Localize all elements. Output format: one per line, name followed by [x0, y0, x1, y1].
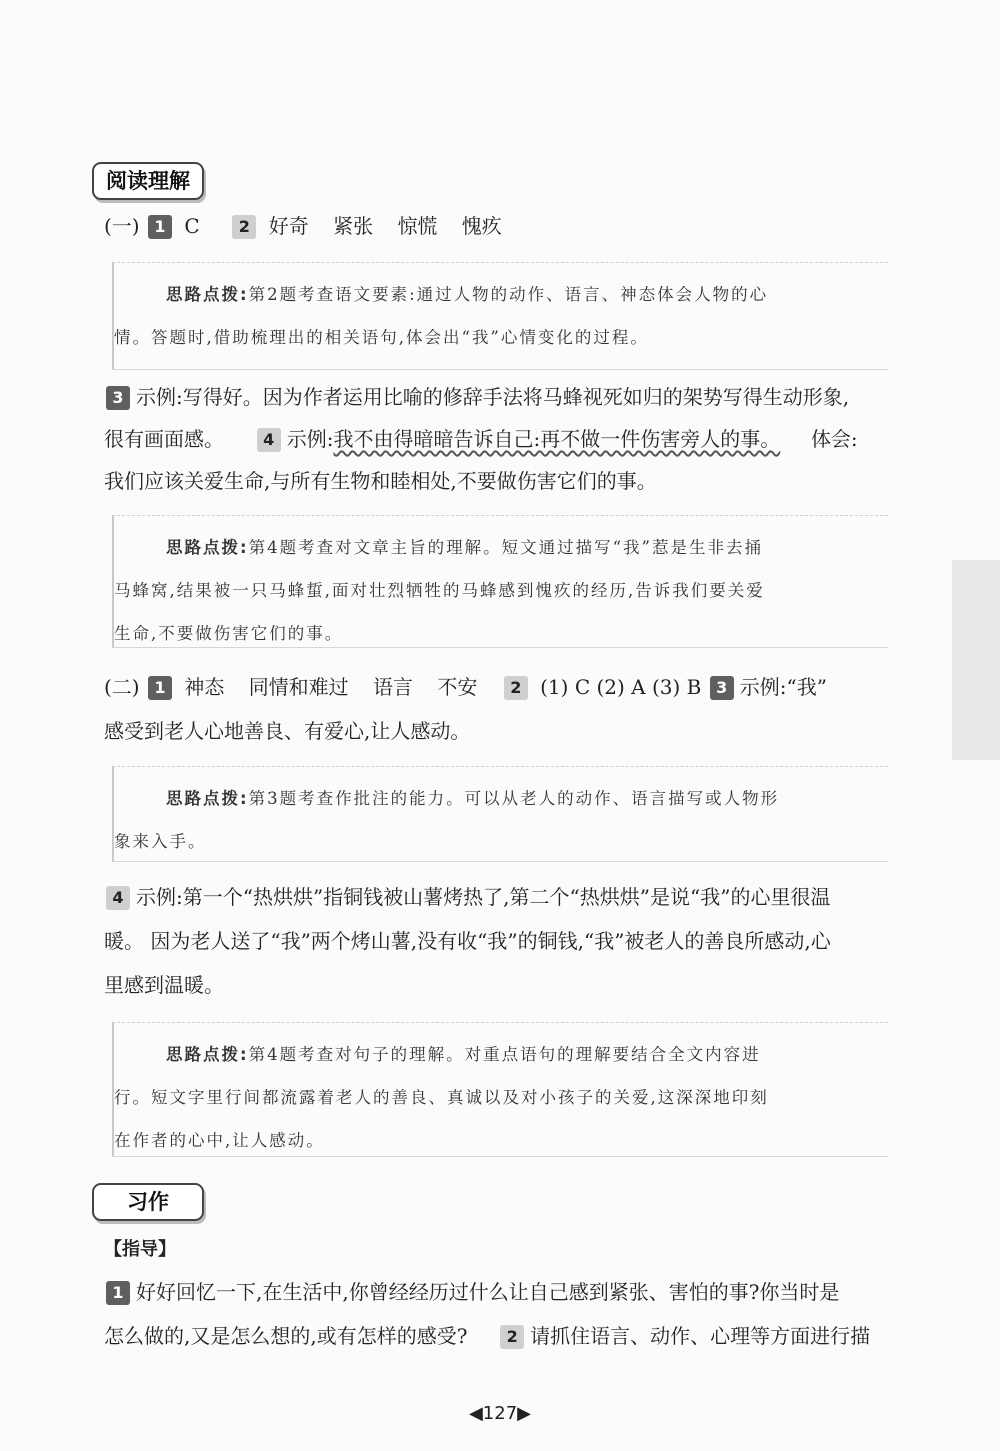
question-number: 3: [106, 386, 130, 410]
part2-label: (二): [104, 675, 140, 699]
part2-answers: [104, 672, 888, 702]
answer-text: 示例:第一个“热烘烘”指铜钱被山薯烤热了,第二个“热烘烘”是说“我”的心里很温: [136, 885, 831, 909]
part1-label: (一): [104, 214, 140, 238]
answer-text: 好奇: [268, 214, 309, 238]
answer-text: 示例:: [286, 427, 334, 451]
hint-text: 行。短文字里行间都流露着老人的善良、真诚以及对小孩子的关爱,这深深地印刻: [114, 1088, 769, 1107]
answer-text: 我们应该关爱生命,与所有生物和睦相处,不要做伤害它们的事。: [104, 469, 657, 493]
answer-text: 同情和难过: [248, 675, 349, 699]
answer-text: 感受到老人心地善良、有爱心,让人感动。: [104, 719, 471, 743]
question-number: 4: [106, 886, 130, 910]
answer-text: (1) C: [540, 675, 591, 699]
part2-question-4-cont: [104, 926, 888, 956]
answer-text: C: [184, 214, 200, 238]
hint-label: 思路点拨:: [166, 1045, 249, 1064]
hint-box: [112, 766, 888, 862]
hint-box: [112, 262, 888, 370]
writing-guide-1: [104, 1277, 888, 1307]
question-number: 2: [232, 215, 256, 239]
hint-label: 思路点拨:: [166, 285, 249, 304]
question-3: [104, 382, 888, 412]
hint-box: [112, 515, 888, 648]
answer-text: 暖。 因为老人送了“我”两个烤山薯,没有收“我”的铜钱,“我”被老人的善良所感动,心: [104, 929, 831, 953]
hint-text: 第3题考查作批注的能力。可以从老人的动作、语言描写或人物形: [248, 789, 780, 808]
part2-question-4: [104, 882, 888, 912]
question-number: 2: [504, 676, 528, 700]
reading-section-tag: 阅读理解: [92, 162, 204, 200]
part2-question-4-cont: [104, 970, 888, 1000]
answer-text: 语言: [373, 675, 414, 699]
writing-guide-1-cont: [104, 1321, 888, 1351]
answer-text: 紧张: [333, 214, 374, 238]
part2-q3-cont: [104, 716, 888, 746]
side-tab: [952, 560, 1000, 760]
hint-label: 思路点拨:: [166, 789, 249, 808]
question-number: 1: [106, 1281, 130, 1305]
writing-section-tag: 习作: [92, 1183, 204, 1221]
page-number: ◀127▶: [468, 1403, 532, 1424]
hint-text: 在作者的心中,让人感动。: [114, 1131, 325, 1150]
part1-answers: [104, 211, 888, 241]
answer-text: 示例:“我”: [739, 675, 827, 699]
answer-text: 示例:写得好。因为作者运用比喻的修辞手法将马蜂视死如归的架势写得生动形象,: [136, 385, 850, 409]
question-number: 4: [257, 428, 281, 452]
answer-text: (2) A: [596, 675, 646, 699]
answer-text: 惊慌: [397, 214, 438, 238]
hint-text: 马蜂窝,结果被一只马蜂蜇,面对壮烈牺牲的马蜂感到愧疚的经历,告诉我们要关爱: [114, 581, 765, 600]
question-number: 1: [148, 676, 172, 700]
guide-text: 怎么做的,又是怎么想的,或有怎样的感受?: [104, 1324, 468, 1348]
answer-text: 里感到温暖。: [104, 973, 224, 997]
hint-box: [112, 1022, 888, 1157]
answer-text: 很有画面感。: [104, 427, 224, 451]
answer-text: 愧疚: [461, 214, 502, 238]
question-4-cont: [104, 466, 888, 496]
question-3-cont: [104, 424, 888, 454]
answer-text: (3) B: [651, 675, 702, 699]
hint-text: 第2题考查语文要素:通过人物的动作、语言、神态体会人物的心: [248, 285, 769, 304]
question-number: 1: [148, 215, 172, 239]
hint-label: 思路点拨:: [166, 538, 249, 557]
hint-text: 第4题考查对文章主旨的理解。短文通过描写“我”惹是生非去捅: [248, 538, 763, 557]
answer-text: 神态: [184, 675, 225, 699]
hint-text: 第4题考查对句子的理解。对重点语句的理解要结合全文内容进: [248, 1045, 761, 1064]
question-number: 3: [710, 676, 734, 700]
answer-text: 不安: [437, 675, 478, 699]
question-number: 2: [500, 1325, 524, 1349]
guide-text: 请抓住语言、动作、心理等方面进行描: [530, 1324, 871, 1348]
hint-text: 生命,不要做伤害它们的事。: [114, 624, 344, 643]
hint-text: 象来入手。: [114, 832, 207, 851]
guide-text: 好好回忆一下,在生活中,你曾经经历过什么让自己感到紧张、害怕的事?你当时是: [136, 1280, 840, 1304]
hint-text: 情。答题时,借助梳理出的相关语句,体会出“我”心情变化的过程。: [114, 328, 649, 347]
quoted-sentence: 我不由得暗暗告诉自己:再不做一件伤害旁人的事。: [333, 427, 781, 451]
guide-label: 【指导】: [104, 1239, 176, 1260]
answer-text: 体会:: [810, 427, 858, 451]
